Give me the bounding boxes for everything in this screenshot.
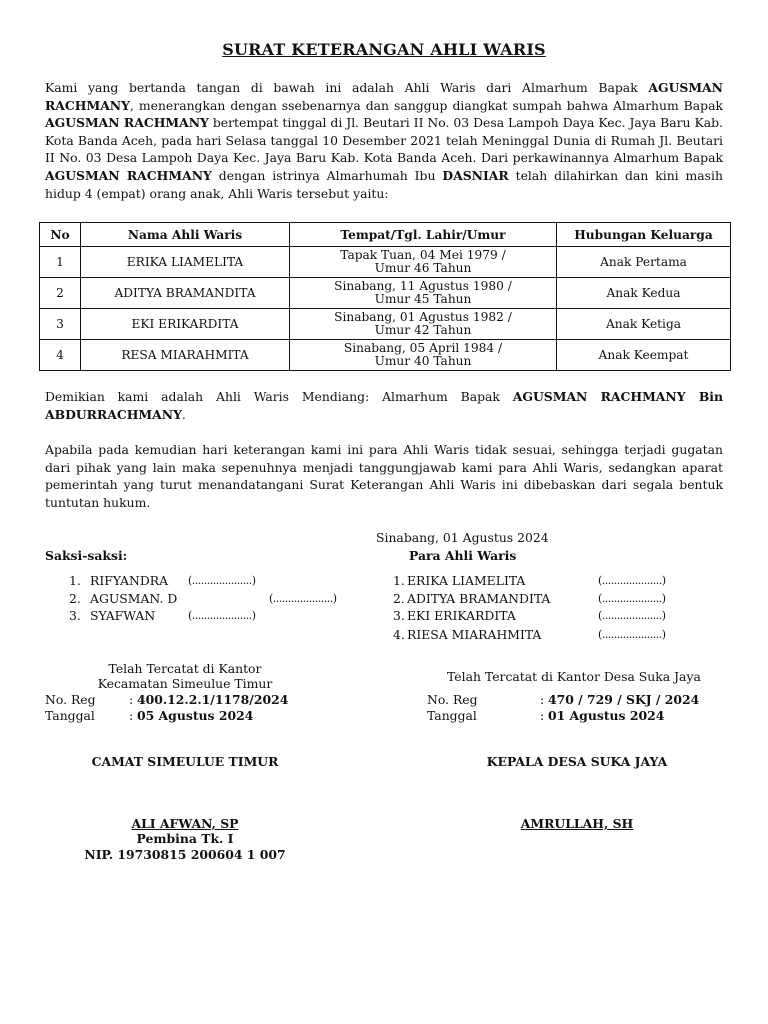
kades-position: KEPALA DESA SUKA JAYA xyxy=(486,754,668,769)
witness-name: AGUSMAN. D xyxy=(90,591,178,606)
intro-text: bertempat tinggal di Jl. Beutari II No. 03 Desa Lampoh Daya Kec. Jaya Baru Kab. Kota Banda Aceh, pada hari Selasa tanggal 10 Desember 2021 telah Meninggal Dunia di Rumah Jl. Beutari II No. 03 Desa Lampoh Daya Kec. Jaya Baru Kab. Kota Banda Aceh. Dari perkawinannya Almarhum Bapak xyxy=(45,115,723,166)
intro-text: telah dilahirkan dan kini masih hidup 4 (empat) orang anak, Ahli Waris tersebut yaitu: xyxy=(45,167,723,201)
cell-relation: Anak Kedua xyxy=(557,278,731,309)
witness-number: 1. xyxy=(69,573,81,588)
cell-no: 4 xyxy=(40,340,81,371)
kades-name: AMRULLAH, SH xyxy=(520,816,634,831)
cell-relation: Anak Keempat xyxy=(557,340,731,371)
cell-relation: Anak Pertama xyxy=(557,247,731,278)
colon: : xyxy=(540,708,545,723)
closing-text: . xyxy=(181,406,186,422)
column-header: Nama Ahli Waris xyxy=(81,223,290,247)
colon: : xyxy=(129,708,134,723)
heir-signature: (....................) xyxy=(598,609,666,622)
heir-name: EKI ERIKARDITA xyxy=(407,608,516,623)
camat-nip: NIP. 19730815 200604 1 007 xyxy=(84,847,286,862)
kades-date: 01 Agustus 2024 xyxy=(548,708,665,723)
camat-note: Telah Tercatat di Kantor xyxy=(108,661,262,676)
heir-signature: (....................) xyxy=(598,574,666,587)
birth-place-date: Sinabang, 05 April 1984 / xyxy=(343,341,503,355)
heir-number: 1. xyxy=(393,573,405,588)
cell-name: ERIKA LIAMELITA xyxy=(81,247,290,278)
cell-no: 1 xyxy=(40,247,81,278)
age: Umur 45 Tahun xyxy=(374,292,472,306)
place-date: Sinabang, 01 Agustus 2024 xyxy=(376,530,549,545)
closing-paragraph xyxy=(45,388,723,423)
cell-birth xyxy=(290,340,557,371)
cell-name: RESA MIARAHMITA xyxy=(81,340,290,371)
heirs-heading: Para Ahli Waris xyxy=(409,548,517,563)
birth-place-date: Sinabang, 01 Agustus 1982 / xyxy=(334,310,512,324)
kades-reg-label: No. Reg xyxy=(427,692,478,707)
cell-no: 3 xyxy=(40,309,81,340)
colon: : xyxy=(540,692,545,707)
camat-name: ALI AFWAN, SP xyxy=(131,816,239,831)
table-header-row xyxy=(40,223,731,247)
kades-reg-number: 470 / 729 / SKJ / 2024 xyxy=(548,692,700,707)
kades-note: Telah Tercatat di Kantor Desa Suka Jaya xyxy=(447,669,701,684)
camat-date: 05 Agustus 2024 xyxy=(137,708,254,723)
heir-number: 2. xyxy=(393,591,405,606)
intro-text: Kami yang bertanda tangan di bawah ini adalah Ahli Waris dari Almarhum Bapak xyxy=(45,80,649,95)
camat-reg-number: 400.12.2.1/1178/2024 xyxy=(137,692,289,707)
heir-name: ERIKA LIAMELITA xyxy=(407,573,526,588)
age: Umur 42 Tahun xyxy=(374,323,472,337)
document-title: SURAT KETERANGAN AHLI WARIS xyxy=(222,40,546,59)
intro-paragraph xyxy=(45,79,723,202)
age: Umur 46 Tahun xyxy=(374,261,472,275)
cell-name: EKI ERIKARDITA xyxy=(81,309,290,340)
witness-signature: (....................) xyxy=(269,592,337,605)
cell-birth xyxy=(290,247,557,278)
kades-date-label: Tanggal xyxy=(427,708,477,723)
cell-name: ADITYA BRAMANDITA xyxy=(81,278,290,309)
colon: : xyxy=(129,692,134,707)
witness-number: 2. xyxy=(69,591,81,606)
intro-text: , menerangkan dengan ssebenarnya dan sanggup diangkat sumpah bahwa Almarhum Bapak xyxy=(129,97,723,113)
heir-number: 3. xyxy=(393,608,405,623)
camat-date-label: Tanggal xyxy=(45,708,95,723)
witness-name: SYAFWAN xyxy=(90,608,156,623)
cell-birth xyxy=(290,278,557,309)
heirs-table xyxy=(39,222,731,371)
heir-signature: (....................) xyxy=(598,628,666,641)
witness-signature: (....................) xyxy=(188,574,256,587)
camat-note: Kecamatan Simeulue Timur xyxy=(97,676,273,691)
wife-name: DASNIAR xyxy=(442,167,509,183)
deceased-name: AGUSMAN RACHMANY xyxy=(45,115,209,131)
witness-name: RIFYANDRA xyxy=(90,573,169,588)
heir-name: ADITYA BRAMANDITA xyxy=(407,591,551,606)
column-header: Tempat/Tgl. Lahir/Umur xyxy=(290,223,557,247)
intro-text: dengan istrinya Almarhumah Ibu xyxy=(211,167,443,183)
closing-text: Demikian kami adalah Ahli Waris Mendiang: Almarhum Bapak xyxy=(45,389,513,404)
birth-place-date: Tapak Tuan, 04 Mei 1979 / xyxy=(340,248,506,262)
table-row xyxy=(40,247,731,278)
table-row xyxy=(40,340,731,371)
deceased-name: AGUSMAN RACHMANY xyxy=(45,167,212,183)
heir-signature: (....................) xyxy=(598,592,666,605)
heir-number: 4. xyxy=(393,627,405,642)
column-header: Hubungan Keluarga xyxy=(557,223,731,247)
disclaimer-paragraph: Apabila pada kemudian hari keterangan kami ini para Ahli Waris tidak sesuai, sehingga terjadi gugatan dari pihak yang lain maka sepenuhnya menjadi tanggungjawab kami para Ahli Waris, sedangkan aparat pemerintah yang turut menandatangani Surat Keterangan Ahli Waris ini dibebaskan dari segala bentuk tuntutan hukum. xyxy=(45,442,723,510)
deceased-name: AGUSMAN RACHMANY xyxy=(45,80,723,113)
camat-reg-label: No. Reg xyxy=(45,692,96,707)
age: Umur 40 Tahun xyxy=(374,354,472,368)
deceased-full-name: AGUSMAN RACHMANY Bin ABDURRACHMANY xyxy=(45,389,724,422)
cell-no: 2 xyxy=(40,278,81,309)
camat-position: CAMAT SIMEULUE TIMUR xyxy=(91,754,279,769)
heir-name: RIESA MIARAHMITA xyxy=(407,627,542,642)
birth-place-date: Sinabang, 11 Agustus 1980 / xyxy=(334,279,512,293)
witness-number: 3. xyxy=(69,608,81,623)
cell-birth xyxy=(290,309,557,340)
camat-rank: Pembina Tk. I xyxy=(136,831,234,846)
table-row xyxy=(40,278,731,309)
witness-signature: (....................) xyxy=(188,609,256,622)
witnesses-heading: Saksi-saksi: xyxy=(45,548,128,563)
cell-relation: Anak Ketiga xyxy=(557,309,731,340)
table-row xyxy=(40,309,731,340)
column-header: No xyxy=(40,223,81,247)
